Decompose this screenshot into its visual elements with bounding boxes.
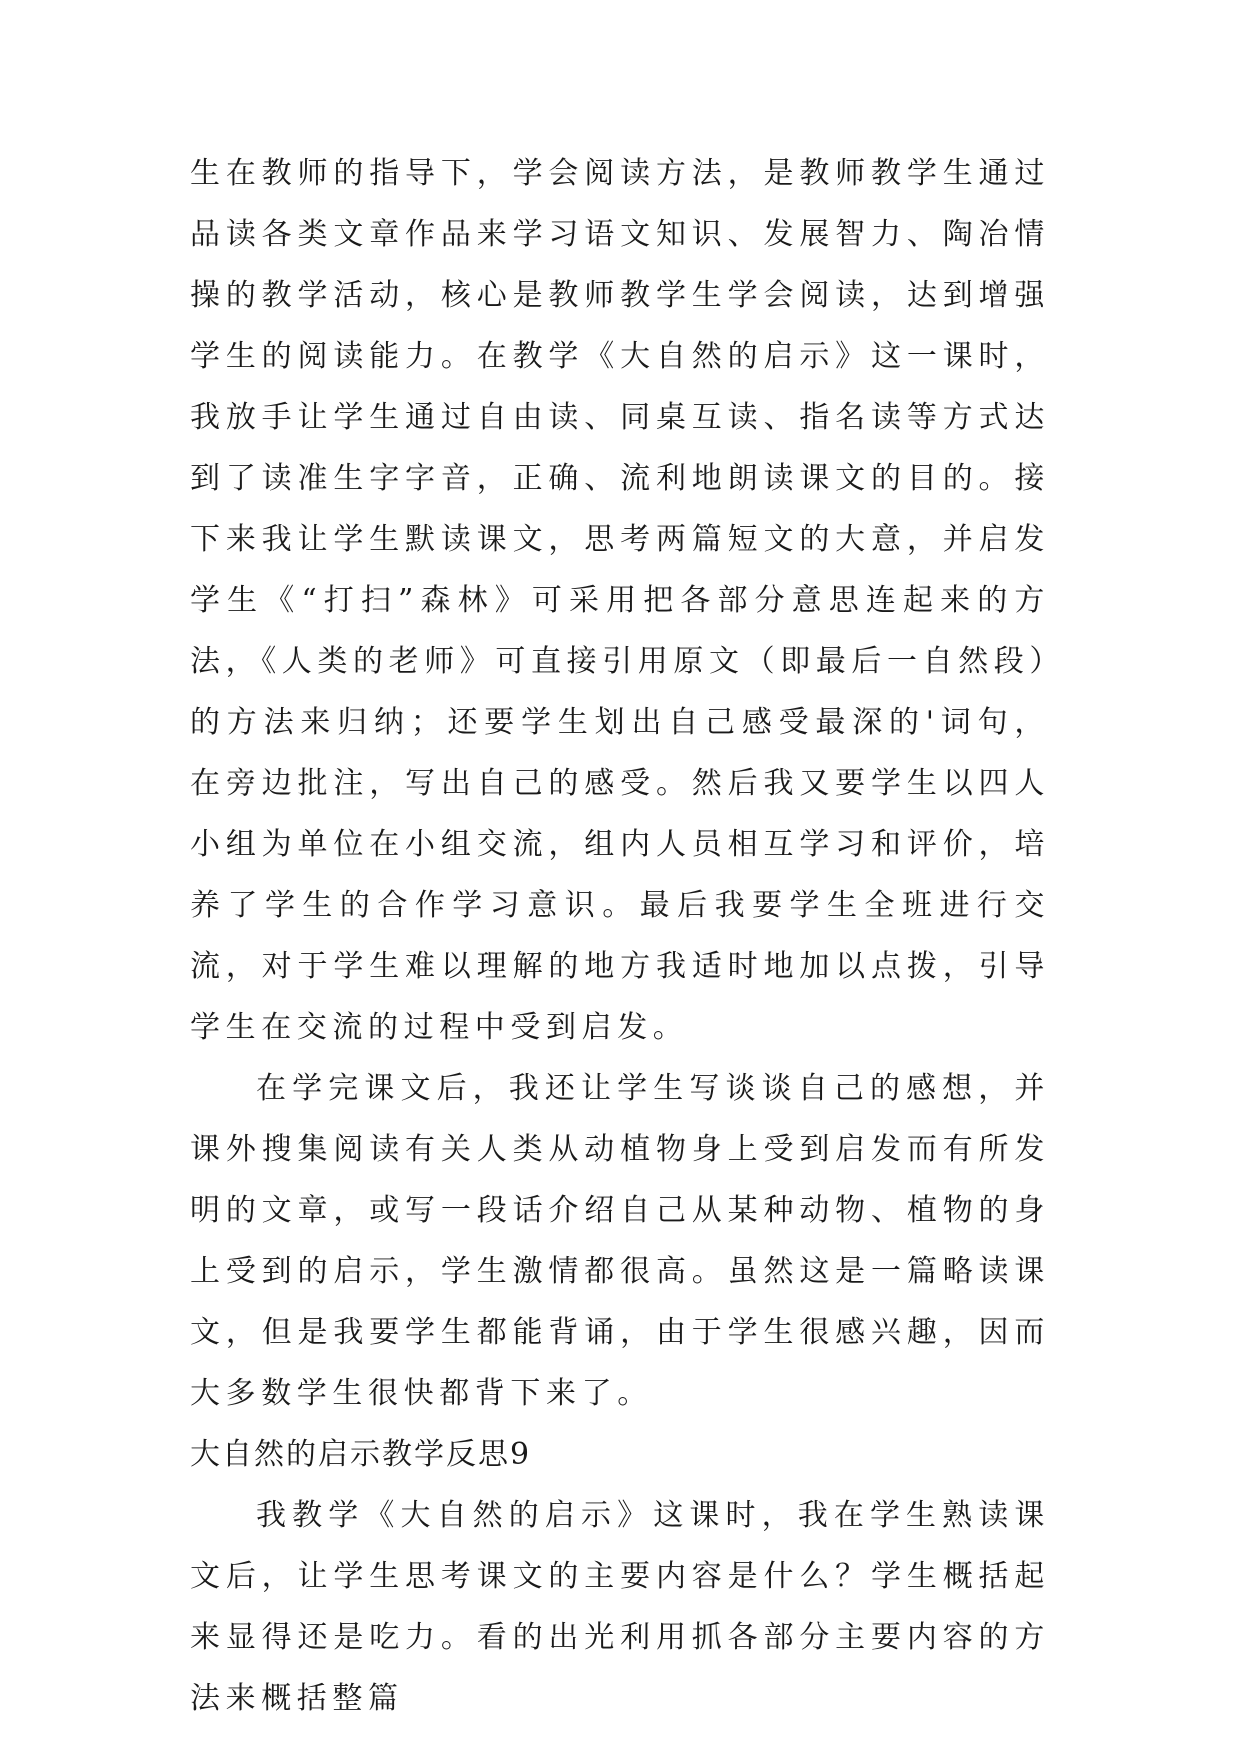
paragraph-reflection-9: 我教学《大自然的启示》这课时，我在学生熟读课文后，让学生思考课文的主要内容是什么？学生概括起来显得还是吃力。看的出光利用抓各部分主要内容的方法来概括整篇 [190, 1498, 1050, 1716]
document-body [190, 143, 1050, 1729]
paragraph-after-lesson: 在学完课文后，我还让学生写谈谈自己的感想，并课外搜集阅读有关人类从动植物身上受到启发而有所发明的文章，或写一段话介绍自己从某种动物、植物的身上受到的启示，学生激情都很高。虽然这是一篇略读课文，但是我要学生都能背诵，由于学生很感兴趣，因而大多数学生很快都背下来了。 [190, 1071, 1050, 1411]
section-heading: 大自然的启示教学反思9 [190, 1437, 532, 1472]
paragraph-continued: 生在教师的指导下，学会阅读方法，是教师教学生通过品读各类文章作品来学习语文知识、发展智力、陶冶情操的教学活动，核心是教师教学生学会阅读，达到增强学生的阅读能力。在教学《大自然的启示》这一课时，我放手让学生通过自由读、同桌互读、指名读等方式达到了读准生字字音，正确、流利地朗读课文的目的。接下来我让学生默读课文，思考两篇短文的大意，并启发学生《“打扫”森林》可采用把各部分意思连起来的方法，《人类的老师》可直接引用原文（即最后一自然段）的方法来归纳；还要学生划出自己感受最深的'词句，在旁边批注，写出自己的感受。然后我又要学生以四人小组为单位在小组交流，组内人员相互学习和评价，培养了学生的合作学习意识。最后我要学生全班进行交流，对于学生难以理解的地方我适时地加以点拨，引导学生在交流的过程中受到启发。 [190, 156, 1050, 1045]
